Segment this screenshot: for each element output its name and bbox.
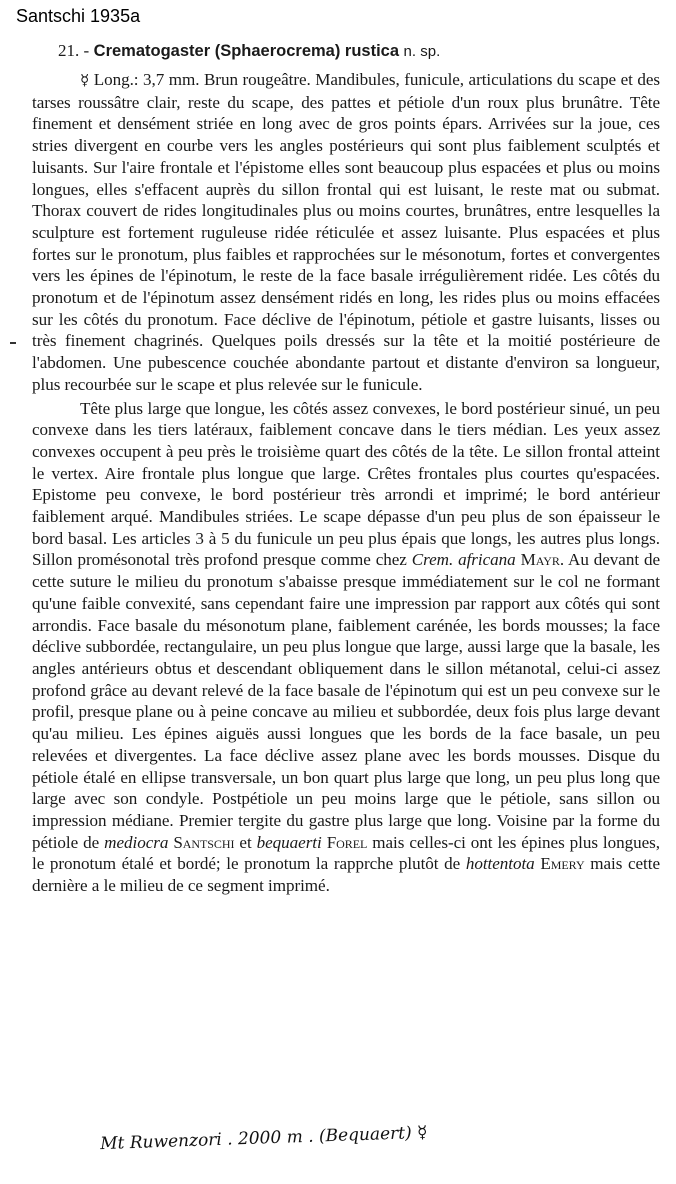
- paragraph-morphology: [32, 398, 660, 897]
- species-name: hottentota: [465, 854, 535, 874]
- paragraph-2-part3: mais celles-ci ont les épines plus longues, le pronotum étalé et bordé; le pronotum la rapprche plutôt de: [32, 832, 660, 874]
- species-name: bequaerti: [256, 832, 322, 852]
- species-title: Crematogaster (Sphaerocrema) rustica: [93, 42, 400, 60]
- paragraph-worker-description: [32, 69, 660, 396]
- species-number: 21. -: [58, 41, 90, 60]
- paragraph-2-part4: mais cette dernière a le milieu de ce segment imprimé.: [32, 854, 660, 896]
- author-name: Forel: [326, 832, 368, 852]
- description-body: [32, 69, 660, 897]
- conjunction: et: [234, 832, 257, 852]
- paragraph-2-part1: Tête plus large que longue, les côtés assez convexes, le bord postérieur sinué, un peu convexe dans les tiers latéraux, faiblement concave dans le tiers médian. Les yeux assez convexes occupent à peu près le troisième quart des côtés de la tête. Le sillon frontal atteint le vertex. Aire frontale plus longue que large. Crêtes frontales plus courtes qu'espacées. Epistome peu convexe, le bord postérieur très arrondi et imprimé; le bord antérieur faiblement arqué. Mandibules striées. Le scape dépasse d'un peu plus de son épaisseur le bord basal. Les articles 3 à 5 du funicule un peu plus épais que longs, les autres plus longs. Sillon promésonotal très profond presque comme chez: [32, 398, 660, 570]
- worker-sign-icon: ☿: [80, 71, 90, 89]
- species-heading: [58, 38, 658, 64]
- species-name: Crem. africana: [411, 550, 516, 570]
- species-suffix: n. sp.: [403, 43, 441, 60]
- author-name: Emery: [540, 854, 585, 874]
- page-label: Santschi 1935a: [16, 6, 141, 26]
- author-name: Santschi: [173, 832, 235, 852]
- handwritten-locality-note: Mt Ruwenzori . 2000 m . (Bequaert) ☿: [99, 1122, 428, 1155]
- species-name: mediocra: [104, 832, 169, 852]
- paragraph-2-part2: . Au devant de cette suture le milieu du pronotum s'abaisse presque immédiatement sur le col ne formant qu'une faible convexité, sans cependant faire une impression par rapport aux côtés qui sont arrondis. Face basale du mésonotum plane, faiblement carénée, les bords mousses; la face déclive subbordée, rectangulaire, un peu plus longue que large, aussi large que la basale, les angles antérieurs obtus et descendant obliquement dans le sillon métanotal, celui-ci assez profond grâce au devant relevé de la face basale de l'épinotum qui est un peu convexe sur le profil, presque plane ou à peine concave au milieu et subbordée, deux fois plus large devant qu'au milieu. Les épines aiguës aussi longues que les bords de la face basale, un peu relevées et divergentes. La face déclive assez plane avec les bords mousses. Disque du pétiole étalé en ellipse transversale, un bon quart plus large que long, un peu plus long que large avec son condyle. Postpétiole un peu moins large que le pétiole, sans sillon ou impression médiane. Premier tergite du gastre plus large que long. Voisine par la forme du pétiole de: [32, 550, 660, 852]
- paragraph-1-text: Long.: 3,7 mm. Brun rougeâtre. Mandibules, funicule, articulations du scape et des tarses roussâtre clair, reste du scape, des pattes et pétiole d'un roux plus brunâtre. Tête finement et densément striée en long avec de gros points épars. Arrivées sur la joue, ces stries divergent en courbe vers les angles postérieurs qui sont plus faiblement sculptés et luisants. Sur l'aire frontale et l'épistome elles sont beaucoup plus espacées et plus ou moins longues, elles s'effacent auprès du sillon frontal qui est luisant, le reste mat ou submat. Thorax couvert de rides longitudinales plus ou moins courtes, brunâtres, entre lesquelles la sculpture est fortement ruguleuse ridée réticulée et assez luisante. Plus espacées et plus fortes sur le pronotum, plus faibles et rapprochées sur le mésonotum, fortes et convergentes vers les épines de l'épinotum, le reste de la face basale irrégulièrement ridée. Les côtés du pronotum et de l'épinotum assez densément ridés en long, les rides plus ou moins effacées sur les côtés du pronotum. Face déclive de l'épinotum, pétiole et gastre luisants, lisses ou très finement chagrinés. Quelques poils dressés sur la tête et la moitié postérieure de l'abdomen. Une pubescence couchée abondante partout et distante d'environ sa longueur, plus recourbée sur le scape et plus relevée sur le funicule.: [32, 70, 660, 394]
- author-name: Mayr: [520, 550, 560, 570]
- margin-mark: [10, 342, 16, 344]
